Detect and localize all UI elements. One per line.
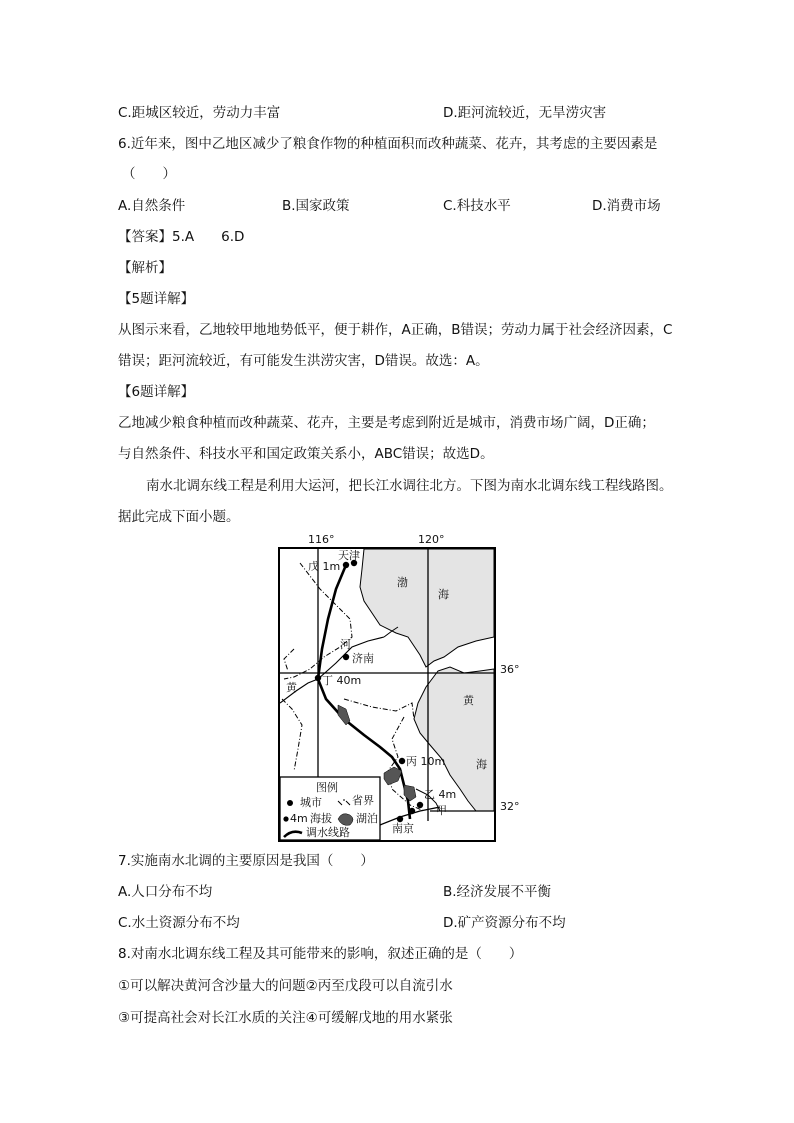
label-bo: 渤 bbox=[397, 576, 408, 589]
detail5-label: 【5题详解】 bbox=[118, 291, 195, 307]
q6-option-c: C.科技水平 bbox=[443, 198, 511, 214]
lon-120-label: 120° bbox=[418, 533, 445, 546]
legend-route: 调水线路 bbox=[306, 826, 350, 839]
detail5-line2: 错误；距河流较近，有可能发生洪涝灾害，D错误。故选：A。 bbox=[118, 353, 489, 369]
label-tianjin: 天津 bbox=[338, 549, 360, 562]
q6-option-a: A.自然条件 bbox=[118, 198, 186, 214]
q5-option-c: C.距城区较近，劳动力丰富 bbox=[118, 105, 281, 121]
q6-stem: 6.近年来，图中乙地区减少了粮食作物的种植面积而改种蔬菜、花卉，其考虑的主要因素是 bbox=[118, 136, 658, 152]
q6-option-b: B.国家政策 bbox=[282, 198, 350, 214]
label-huang-sea: 黄 bbox=[463, 694, 474, 707]
legend-city: 城市 bbox=[300, 796, 322, 809]
label-ding: 丁 40m bbox=[322, 674, 362, 687]
label-huang-river: 黄 bbox=[286, 681, 297, 694]
analysis-label: 【解析】 bbox=[118, 260, 172, 276]
label-bing: 丙 10m bbox=[406, 755, 446, 768]
answer-text: 5.A 6.D bbox=[172, 229, 245, 245]
province-border-3 bbox=[344, 699, 414, 719]
intro-line1: 南水北调东线工程是利用大运河，把长江水调往北方。下图为南水北调东线工程线路图。 bbox=[146, 478, 673, 494]
lake-dongping bbox=[338, 705, 350, 725]
label-wu: 戊 1m bbox=[308, 560, 341, 573]
legend-alt-label: 海拔 bbox=[310, 812, 332, 825]
legend-province: 省界 bbox=[352, 794, 374, 807]
province-border-2 bbox=[282, 699, 302, 771]
q7-option-c: C.水土资源分布不均 bbox=[118, 915, 240, 931]
q5-option-d: D.距河流较近，无旱涝灾害 bbox=[443, 105, 607, 121]
label-hai-2: 海 bbox=[476, 758, 487, 771]
label-hai-1: 海 bbox=[438, 588, 449, 601]
label-he: 河 bbox=[340, 638, 351, 651]
q8-line2: ③可提高社会对长江水质的关注④可缓解戊地的用水紧张 bbox=[118, 1010, 453, 1026]
q7-stem: 7.实施南水北调的主要原因是我国（ ） bbox=[118, 853, 374, 869]
city-ding bbox=[315, 675, 321, 681]
lake-weishan bbox=[384, 767, 402, 785]
q6-bracket: （ ） bbox=[122, 166, 176, 182]
east-route-map bbox=[278, 547, 496, 842]
legend-city-dot bbox=[287, 800, 293, 806]
legend-lake: 湖泊 bbox=[356, 812, 378, 825]
q7-option-a: A.人口分布不均 bbox=[118, 884, 213, 900]
lat-36-label: 36° bbox=[500, 663, 520, 676]
lake-hongze bbox=[404, 785, 416, 801]
legend-alt-dot bbox=[283, 816, 288, 821]
legend-title: 图例 bbox=[316, 781, 338, 794]
q7-option-b: B.经济发展不平衡 bbox=[443, 884, 552, 900]
detail6-line1: 乙地减少粮食种植而改种蔬菜、花卉，主要是考虑到附近是城市，消费市场广阔，D正确； bbox=[118, 415, 655, 431]
q8-stem: 8.对南水北调东线工程及其可能带来的影响，叙述正确的是（ ） bbox=[118, 946, 523, 962]
bohai-sea bbox=[360, 549, 494, 667]
answer-label: 【答案】 bbox=[118, 229, 172, 245]
detail6-line2: 与自然条件、科技水平和国定政策关系小，ABC错误；故选D。 bbox=[118, 446, 494, 462]
city-jia bbox=[409, 808, 415, 814]
answer-line bbox=[118, 227, 244, 247]
q8-line1: ①可以解决黄河含沙量大的问题②丙至戊段可以自流引水 bbox=[118, 978, 453, 994]
label-jia: 甲 bbox=[436, 804, 447, 817]
legend-alt-value: 4m bbox=[290, 812, 308, 825]
city-yi bbox=[417, 802, 423, 808]
province-border-5 bbox=[284, 649, 294, 671]
intro-line2: 据此完成下面小题。 bbox=[118, 509, 240, 525]
lon-116-label: 116° bbox=[308, 533, 335, 546]
label-jinan: 济南 bbox=[352, 652, 374, 665]
city-jinan bbox=[343, 654, 349, 660]
city-wu bbox=[343, 562, 349, 568]
label-yi: 乙 4m bbox=[424, 788, 457, 801]
lat-32-label: 32° bbox=[500, 800, 520, 813]
detail5-line1: 从图示来看，乙地较甲地地势低平，便于耕作，A正确，B错误；劳动力属于社会经济因素，C bbox=[118, 322, 673, 338]
q6-option-d: D.消费市场 bbox=[592, 198, 661, 214]
detail6-label: 【6题详解】 bbox=[118, 384, 195, 400]
q7-option-d: D.矿产资源分布不均 bbox=[443, 915, 566, 931]
label-nanjing: 南京 bbox=[392, 822, 414, 835]
city-bing bbox=[399, 758, 405, 764]
